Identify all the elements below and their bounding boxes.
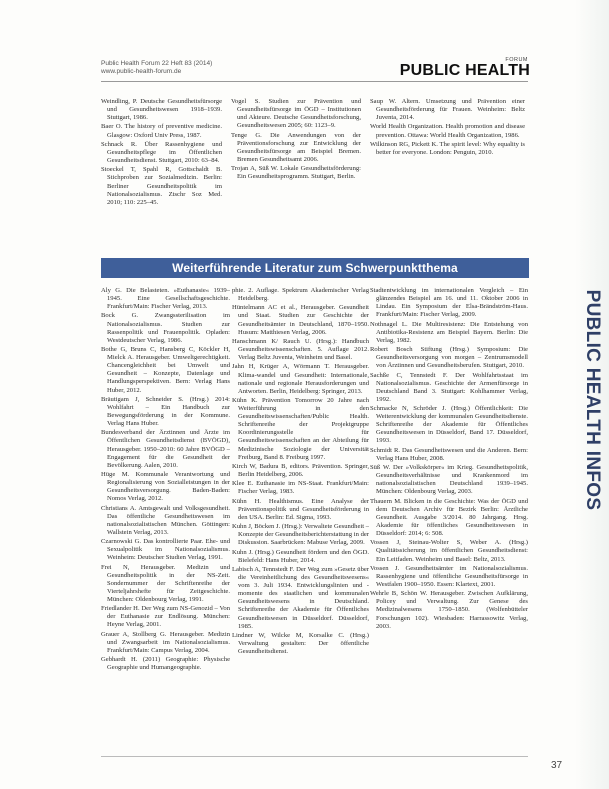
reference-entry: Hüntelmann AC et al., Herausgeber. Gesundheit und Staat. Studien zur Geschichte der Gesundheitsämter in Deutschland, 1870–1950. Husum: Matthiesen Verlag, 2006. (232, 304, 369, 336)
reference-entry: Schnack R. Über Rassenhygiene und Gesundheitspflege im Öffentlichen Gesundheitsdienst. Stuttgart, 2010: 63–84. (101, 140, 222, 165)
reference-entry: Grauer A, Stollberg G. Herausgeber. Medizin und Zwangsarbeit im Nationalsozialismus. Frankfurt/Main: Campus Verlag, 2004. (101, 630, 230, 654)
reference-entry: Kühn K. Prävention Tomorrow 20 Jahre nach Weiterführung in den Gesundheitswissenschaften/Public Health. Schriftenreihe der Projektgruppe Koordinierungsstelle für Gesundheitswissenschaften an der Abteilung für Medizinische Soziologie der Universität Freiburg, Band 8. Freiburg 1997. (232, 396, 369, 461)
journal-citation: Public Health Forum 22 Heft 83 (2014) (101, 60, 213, 67)
page-number: 37 (551, 760, 563, 771)
section-title: Weiterführende Literatur zum Schwerpunktthema (172, 261, 458, 275)
reference-entry: Trojan A, Süß W. Lokale Gesundheitsförderung: Ein Gesundheitsprogramm. Stuttgart, Berlin. (231, 165, 361, 181)
reference-entry: Labisch A, Tennstedt F. Der Weg zum »Gesetz über die Vereinheitlichung des Gesundheitswesens« vom 3. Juli 1934. Entwicklungslinien und -momente des staatlichen und kommunalen Gesundheitswesens in Deutschland. Schriftenreihe der Akademie für Öffentliches Gesundheitswesen in Düsseldorf. Düsseldorf, 1985. (232, 565, 369, 630)
top-reference-column-1 (101, 98, 222, 258)
reference-entry: Hanschmann K/ Rauch U. (Hrsg.): Handbuch Gesundheitswissenschaften. 5. Auflage 2012. Verlag Beltz Juventa, Weinheim und Basel. (232, 337, 369, 362)
reference-entry: Sachße C, Tennstedt F. Der Wohlfahrtsstaat im Nationalsozialismus. Geschichte der Armenfürsorge in Deutschland Band 3. Stuttgart: Kohlhammer Verlag, 1992. (370, 371, 528, 403)
reference-entry: World Health Organization. Health promotion and disease prevention. Ottawa: World Health Organization, 1986. (370, 123, 525, 139)
reference-entry: Frei N, Herausgeber. Medizin und Gesundheitspolitik in der NS-Zeit. Sondernummer der Schriftenreihe der Vierteljahrshefte für Zeitgeschichte. München: Oldenbourg Verlag, 1991. (101, 563, 230, 603)
reference-entry: Kirch W, Badura B, editors. Prävention. Springer, Berlin Heidelberg, 2006. (232, 462, 369, 478)
reference-entry: Klee E. Euthanasie im NS-Staat. Frankfurt/Main: Fischer Verlag, 1983. (232, 480, 369, 496)
logo-public-health-text: PUBLIC HEALTH (399, 62, 530, 79)
reference-entry: Thauern M. Blicken in die Geschichte: Was der ÖGD und dem Deutschen Archiv für Bezirk Berlin: Ärztliche Gesundheit. Ausgabe 3/2014. 80 Jahrgang. Hrsg. Akademie für öffentliches Gesundheitswesen in Düsseldorf: 2014; 6: 508. (370, 497, 528, 538)
literature-column-1 (101, 287, 230, 757)
reference-entry: Tenge G. Die Anwendungen von der Präventionsforschung zur Entwicklung der Gesundheitsfürsorge am Beispiel Bremen. Bremen Gesundheitsamt 2006. (231, 131, 361, 163)
reference-entry: phie. 2. Auflage. Spektrum Akademischer Verlag Heidelberg. (232, 287, 369, 303)
reference-entry: Friedlander H. Der Weg zum NS-Genozid – Von der Euthanasie zur Endlösung. München: Heyne Verlag, 2001. (101, 605, 230, 629)
reference-entry: Bräutigam J, Schneider S. (Hrsg.) 2014: Wohlfahrt – Ein Handbuch zur Bewegungsförderung in der Kommune. Verlag Hans Huber. (101, 395, 230, 428)
side-tab-label: PUBLIC HEALTH INFOS (582, 289, 603, 511)
reference-entry: Bock G. Zwangssterilisation im Nationalsozialismus. Studien zur Rassenpolitik und Frauenpolitik. Opladen: Westdeutscher Verlag, 1986. (101, 312, 230, 344)
reference-entry: Gebhardt H. (2011) Geographie: Physische Geographie und Humangeographie. (101, 656, 230, 672)
header-divider (101, 81, 528, 82)
reference-entry: Jahn H, Krüger A, Wörmann T. Herausgeber. Klima-wandel und Gesundheit: Internationale, nationale und regionale Herausforderungen und Antworten. Berlin, Heidelberg: Springer, 2013. (232, 363, 369, 395)
reference-entry: Vossen J. Gesundheitsämter im Nationalsozialismus. Rassenhygiene und öffentliche Gesundheitsfürsorge in Westfalen 1900–1950. Essen: Klartext, 2001. (370, 564, 528, 588)
reference-entry: Hüge M. Kommunale Verantwortung und Regionalisierung von Sozialleistungen in der Gesundheitsversorgung. Baden-Baden: Nomos Verlag, 2012. (101, 471, 230, 503)
reference-entry: Lindner W, Wilcke M, Korsalke C. (Hrsg.) Verwaltung gestalten: Der öffentliche Gesundheitsdienst. (232, 631, 369, 656)
reference-entry: Czarnowski G. Das kontrollierte Paar. Ehe- und Sexualpolitik im Nationalsozialismus. Weinheim: Deutscher Studien Verlag, 1991. (101, 538, 230, 562)
journal-meta (101, 60, 212, 76)
footer-divider (101, 756, 528, 757)
reference-entry: Saup W. Altern. Umsetzung und Prävention einer Gesundheitsförderung für Frauen. Weinheim: Beltz Juventa, 2014. (370, 98, 525, 122)
reference-entry: Kuhn J. (Hrsg.) Gesundheit fördern und den ÖGD. Bielefeld: Hans Huber, 2014. (232, 548, 369, 564)
reference-entry: Christians A. Amtsgewalt und Volksgesundheit. Das öffentliche Gesundheitswesen im nationalsozialistischen München. Göttingen: Wallstein Verlag, 2013. (101, 504, 230, 536)
reference-entry: Süß W. Der »Volkskörper« im Krieg. Gesundheitspolitik, Gesundheitsverhältnisse und Krankenmord im nationalsozialistischen Deutschland 1939–1945. München: Oldenbourg Verlag, 2003. (370, 464, 528, 496)
reference-entry: Robert Bosch Stiftung (Hrsg.) Symposium: Die Gesundheitsversorgung von morgen – Zentrumsmodell von Ärztinnen und Gesundheitsberufen. Stuttgart, 2010. (370, 346, 528, 370)
journal-url: www.public-health-forum.de (101, 68, 182, 75)
top-reference-column-3 (370, 98, 525, 258)
literature-column-2 (232, 287, 369, 757)
reference-entry: Bothe G, Bruns C, Hansberg C, Köckler H, Mielck A. Herausgeber. Umweltgerechtigkeit. Chancengleichheit bei Umwelt und Gesundheit – Konzepte, Datenlage und Handlungsperspektiven. Bern: Verlag Hans Huber, 2012. (101, 346, 230, 394)
reference-entry: Bundesverband der Ärztinnen und Ärzte im Öffentlichen Gesundheitsdienst (BVÖGD), Herausgeber. 1950–2010: 60 Jahre BVÖGD – Engagement für die Gesundheit der Bevölkerung. Aalen, 2010. (101, 429, 230, 469)
top-reference-column-2 (231, 98, 361, 258)
reference-entry: Schmacke N, Schröder J. (Hrsg.) Öffentlichkeit: Die Weiterentwicklung der kommunalen Gesundheitsdienste. Schriftenreihe der Akademie für Öffentliches Gesundheitswesen in Düsseldorf, Band 17. Düsseldorf, 1993. (370, 405, 528, 445)
section-banner (101, 258, 529, 278)
logo-forum-text: FORUM (505, 57, 528, 63)
reference-entry: Nothnagel L. Die Multiresistenz: Die Entstehung von Antibiotika-Resistenz am Beispiel Bayern. Berlin: Die Verlag, 1982. (370, 320, 528, 344)
reference-entry: Wilkinson RG, Pickett K. The spirit level: Why equality is better for everyone. London: Penguin, 2010. (370, 140, 525, 156)
reference-entry: Kühn H. Healthismus. Eine Analyse der Präventionspolitik und Gesundheitsförderung in den USA. Berlin: Ed. Sigma, 1993. (232, 497, 369, 521)
reference-entry: Weindling, P. Deutsche Gesundheitsfürsorge und Gesundheitswesen 1918–1939. Stuttgart, 1986. (101, 98, 222, 122)
reference-entry: Vogel S. Studien zur Prävention und Gesundheitsfürsorge im ÖGD – Institutionen und Akteure. Deutsche Gesundheitsforschung, Gesundheitswesen 2005; 60: 1123–9. (231, 98, 361, 130)
reference-entry: Baer O. The history of preventive medicine. Glasgow: Oxford Univ Press, 1987. (101, 123, 222, 139)
reference-entry: Kuhn J, Böcken J. (Hrsg.): Verwaltete Gesundheit – Konzepte der Gesundheitsberichterstattung in der Diskussion. Saarbrücken: Mabuse Verlag, 2009. (232, 523, 369, 547)
reference-entry: Stoeckel T, Spahl R, Gottschaldt B. Stichproben zur Sozialmedizin. Berlin: Berliner Gesundheitspolitik im Nationalsozialismus. Ztschr Soz Med. 2010; 110: 225–45. (101, 166, 222, 206)
reference-entry: Aly G. Die Belasteten. »Euthanasie« 1939–1945. Eine Gesellschaftsgeschichte. Frankfurt/Main: Fischer Verlag, 2013. (101, 287, 230, 311)
public-health-forum-logo (395, 57, 530, 79)
reference-entry: Schmidt R. Das Gesundheitswesen und die Anderen. Bern: Verlag Hans Huber, 2008. (370, 446, 528, 462)
reference-entry: Vossen J, Steinau-Wolter S, Weber A. (Hrsg.) Qualitätssicherung im öffentlichen Gesundheitsdienst: Ein Leitfaden. Weinheim und Basel: Beltz, 2013. (370, 539, 528, 563)
reference-entry: Wehrle B, Schön W. Herausgeber. Zwischen Aufklärung, Policey und Verwaltung. Zur Genese des Medizinalwesens 1750–1850. (Wolfenbütteler Forschungen 102). Wiesbaden: Harrassowitz Verlag, 2003. (370, 590, 528, 630)
reference-entry: Stadtentwicklung im internationalen Vergleich – Ein glänzendes Beispiel am 16. und 11. Oktober 2006 in Lindau. Ein Symposium der Elsa-Brändström-Haus. Frankfurt/Main: Fischer Verlag, 2009. (370, 287, 528, 319)
literature-column-3 (370, 287, 528, 757)
